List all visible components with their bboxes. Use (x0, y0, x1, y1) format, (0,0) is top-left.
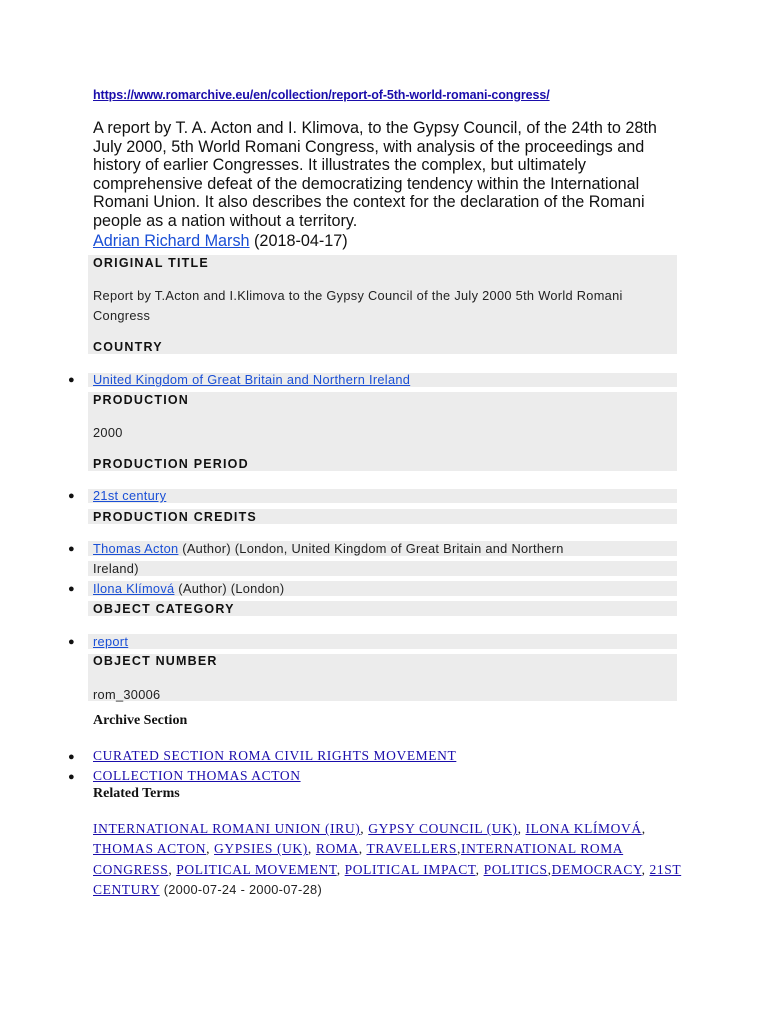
original-title-value: Report by T.Acton and I.Klimova to the Gypsy Council of the July 2000 5th World Romani Congress (93, 288, 623, 323)
bullet-icon: ● (68, 771, 75, 783)
category-item-band (88, 634, 677, 649)
bullet-icon: ● (68, 374, 75, 386)
intro-paragraph: A report by T. A. Acton and I. Klimova, to the Gypsy Council, of the 24th to 28th July 2000, 5th World Romani Congress, with analysis of the proceedings and history of earlier Congresses. It illustrates the complex, but ultimately comprehensive defeat of the democratizing tendency within the International Romani Union. It also describes the context for the declaration of the Romani people as a nation without a territory. (93, 119, 657, 230)
credit-detail: (Author) (London, United Kingdom of Great Britain and Northern (178, 541, 564, 556)
archive-section-link[interactable]: COLLECTION THOMAS ACTON (93, 768, 301, 783)
object-number-label: OBJECT NUMBER (93, 654, 218, 668)
credit-item (93, 581, 284, 596)
credit-name-link[interactable]: Ilona Klímová (93, 581, 175, 596)
credit-item (93, 541, 564, 556)
credit-item-band (88, 561, 677, 576)
bullet-icon: ● (68, 751, 75, 763)
period-item (93, 488, 166, 503)
bullet-icon: ● (68, 583, 75, 595)
bullet-icon: ● (68, 490, 75, 502)
term-link[interactable]: INTERNATIONAL ROMA CONGRESS (93, 841, 624, 877)
production-period-label: PRODUCTION PERIOD (93, 457, 249, 471)
country-item (93, 372, 410, 387)
term-link[interactable]: ILONA KLÍMOVÁ (525, 821, 642, 836)
object-number-value: rom_30006 (93, 687, 161, 702)
production-label: PRODUCTION (93, 393, 190, 407)
term-link[interactable]: GYPSY COUNCIL (UK) (368, 821, 518, 836)
credit-name-link[interactable]: Thomas Acton (93, 541, 179, 556)
byline-date: (2018-04-17) (254, 232, 348, 250)
period-link[interactable]: 21st century (93, 488, 167, 503)
category-link[interactable]: report (93, 634, 129, 649)
term-link[interactable]: 21ST CENTURY (93, 861, 682, 897)
archive-item (93, 748, 456, 764)
production-credits-label: PRODUCTION CREDITS (93, 510, 257, 524)
term-link[interactable]: POLITICAL IMPACT (344, 861, 476, 877)
original-title-label: ORIGINAL TITLE (93, 256, 209, 270)
byline (93, 232, 348, 251)
period-item-band (88, 489, 677, 503)
bullet-icon: ● (68, 636, 75, 648)
credit-detail-continued: Ireland) (93, 561, 139, 576)
term-link[interactable]: POLITICS (483, 861, 548, 877)
term-link[interactable]: POLITICAL MOVEMENT (176, 861, 337, 877)
term-link[interactable]: TRAVELLERS (366, 841, 457, 857)
category-item (93, 634, 128, 649)
author-link[interactable]: Adrian Richard Marsh (93, 232, 250, 250)
archive-item (93, 768, 301, 784)
production-value: 2000 (93, 425, 123, 440)
term-link[interactable]: INTERNATIONAL ROMANI UNION (IRU) (93, 821, 361, 836)
related-terms-list: INTERNATIONAL ROMANI UNION (IRU), GYPSY COUNCIL (UK), ILONA KLÍMOVÁ, THOMAS ACTON, GYPSIES (UK), ROMA, TRAVELLERS,INTERNATIONAL ROMA CONGRESS, POLITICAL MOVEMENT, POLITICAL IMPACT, POLITICS,DEMOCRACY, 21ST CENTURY (2000-07-24 - 2000-07-28) (93, 821, 682, 897)
source-url-link[interactable]: https://www.romarchive.eu/en/collection/report-of-5th-world-romani-congress/ (93, 88, 550, 102)
archive-section-heading: Archive Section (93, 713, 188, 728)
term-link[interactable]: GYPSIES (UK) (214, 841, 308, 857)
bullet-icon: ● (68, 543, 75, 555)
term-link[interactable]: THOMAS ACTON (93, 841, 207, 857)
archive-section-link[interactable]: CURATED SECTION ROMA CIVIL RIGHTS MOVEMENT (93, 748, 457, 763)
term-link[interactable]: DEMOCRACY (551, 861, 642, 877)
country-label: COUNTRY (93, 340, 163, 354)
related-terms-date-range: (2000-07-24 - 2000-07-28) (163, 881, 323, 897)
term-link[interactable]: ROMA (315, 841, 359, 857)
object-category-label: OBJECT CATEGORY (93, 602, 235, 616)
related-terms-heading: Related Terms (93, 786, 180, 801)
country-link[interactable]: United Kingdom of Great Britain and Northern Ireland (93, 372, 411, 387)
credit-detail: (Author) (London) (174, 581, 285, 596)
